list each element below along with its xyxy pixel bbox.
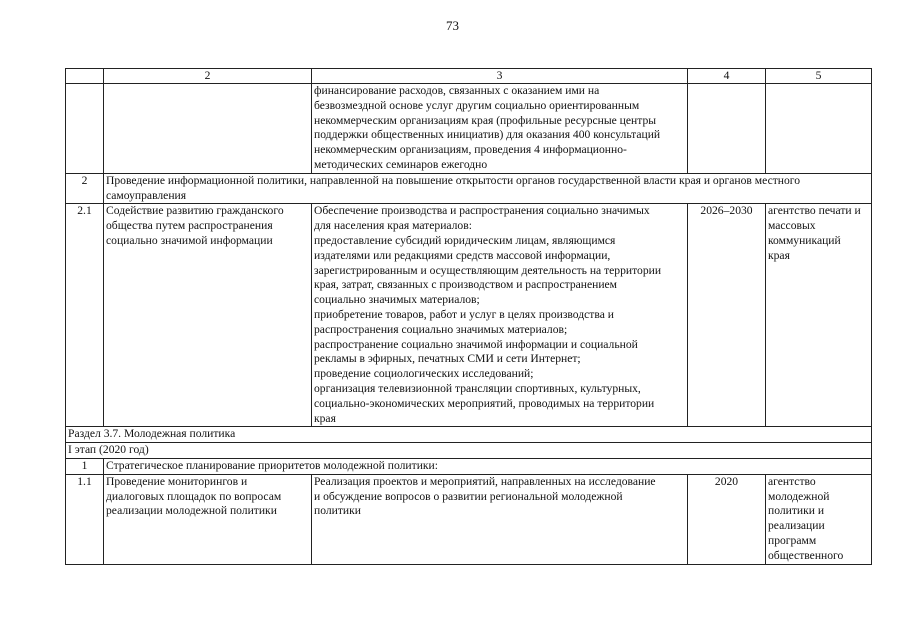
row-number-cell: 1 (66, 458, 104, 474)
task-heading-cell: Стратегическое планирование приоритетов молодежной политики: (104, 458, 872, 474)
column-number-1 (66, 69, 104, 84)
period-cell: 2026–2030 (688, 204, 766, 427)
executor-cell: агентство молодежной политики и реализации программ общественного (766, 474, 872, 564)
table-row-2-1 (66, 204, 872, 427)
table-row-1-1 (66, 474, 872, 564)
section-row (66, 427, 872, 443)
plan-table (65, 68, 872, 565)
measure-cell (104, 84, 312, 174)
row-number-cell: 1.1 (66, 474, 104, 564)
row-number-cell (66, 84, 104, 174)
period-cell: 2020 (688, 474, 766, 564)
table-row-2 (66, 173, 872, 204)
task-heading-cell: Проведение информационной политики, направленной на повышение открытости органов государственной власти края и органов местного самоуправления (104, 173, 872, 204)
stage-row (66, 443, 872, 459)
column-number-3: 3 (312, 69, 688, 84)
column-number-2: 2 (104, 69, 312, 84)
row-number-cell: 2.1 (66, 204, 104, 427)
column-number-5: 5 (766, 69, 872, 84)
page-number: 73 (446, 18, 459, 33)
content-cell: Обеспечение производства и распространения социально значимых для населения края материалов: предоставление субсидий юридическим лицам, являющимся издателями или редакциями средств массовой информации, зарегистрированным и осуществляющим деятельность на территории края, затрат, связанных с производством и распространением социально значимых материалов; приобретение товаров, работ и услуг в целях производства и распространения социально значимых материалов; распространение социально значимой информации и социальной рекламы в эфирных, печатных СМИ и сети Интернет; проведение социологических исследований; организация телевизионной трансляции спортивных, культурных, социально-экономических мероприятий, проводимых на территории края (312, 204, 688, 427)
table-row-1 (66, 458, 872, 474)
measure-cell: Проведение мониторингов и диалоговых площадок по вопросам реализации молодежной политики (104, 474, 312, 564)
section-title: Раздел 3.7. Молодежная политика (66, 427, 872, 443)
executor-cell: агентство печати и массовых коммуникаций края (766, 204, 872, 427)
column-number-row (66, 69, 872, 84)
executor-cell (766, 84, 872, 174)
content-cell: финансирование расходов, связанных с оказанием ими на безвозмездной основе услуг другим социально ориентированным некоммерческим организациям края (профильные ресурсные центры поддержки общественных инициатив) для оказания 400 консультаций некоммерческим организациям, проведения 4 информационно- методических семинаров ежегодно (312, 84, 688, 174)
stage-title: I этап (2020 год) (66, 443, 872, 459)
column-number-4: 4 (688, 69, 766, 84)
measure-cell: Содействие развитию гражданского общества путем распространения социально значимой информации (104, 204, 312, 427)
row-number-cell: 2 (66, 173, 104, 204)
period-cell (688, 84, 766, 174)
table-row-continuation (66, 84, 872, 174)
content-cell: Реализация проектов и мероприятий, направленных на исследование и обсуждение вопросов о развитии региональной молодежной политики (312, 474, 688, 564)
